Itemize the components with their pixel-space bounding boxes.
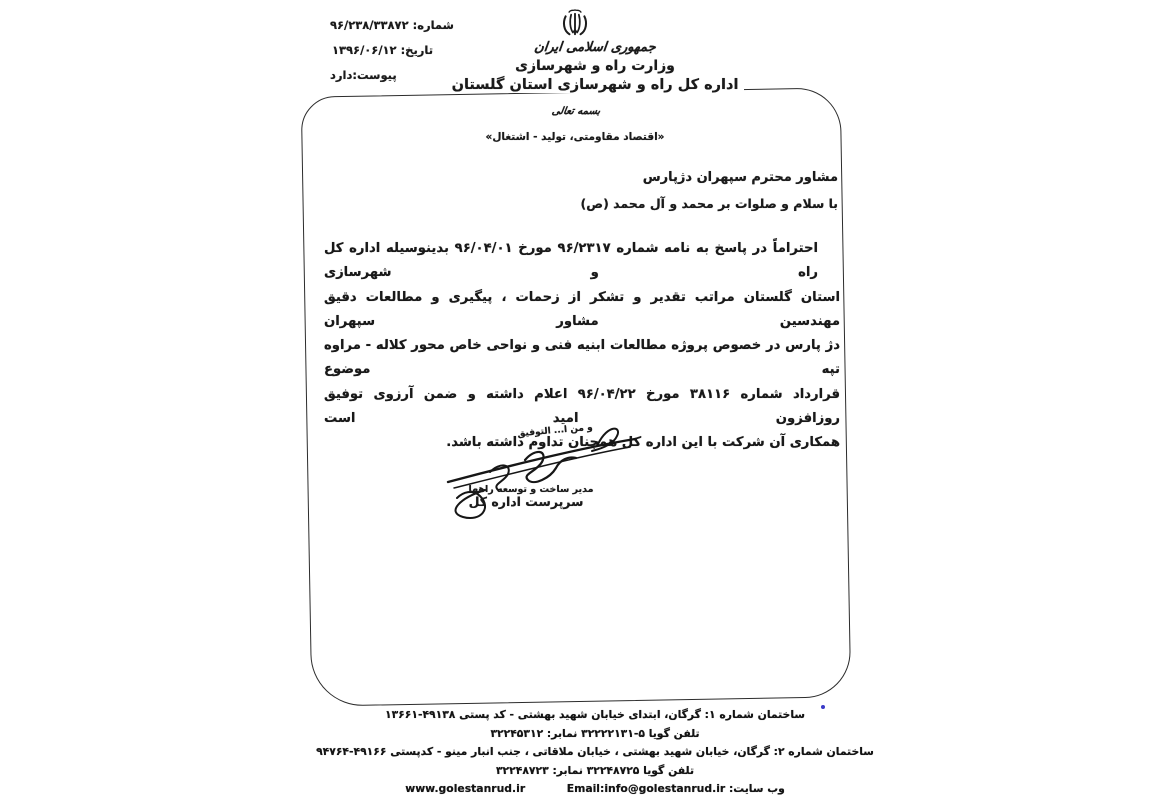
body-line: استان گلستان مراتب تقدیر و تشکر از زحمات ، پیگیری و مطالعات دقیق مهندسین مشاور سپهران xyxy=(324,289,840,329)
website-label: وب سایت: xyxy=(728,782,785,795)
website-url: www.golestanrud.ir xyxy=(405,782,526,795)
letter-attachment: پیوست:دارد xyxy=(330,68,397,82)
body-line: دژ پارس در خصوص پروژه مطالعات ابنیه فنی و نواحی خاص محور کلاله - مراوه تپه موضوع xyxy=(324,338,840,378)
letterhead xyxy=(420,40,770,93)
signer-title-line1: مدیر ساخت و توسعه راهها xyxy=(468,484,594,495)
besmele-text: بسمه تعالی xyxy=(551,106,601,117)
letterhead-country: جمهوری اسلامی ایران xyxy=(533,40,657,55)
footer-phone-2: تلفن گویا ۳۲۲۴۸۷۲۵ نمابر: ۳۲۲۴۸۷۲۳ xyxy=(495,763,695,777)
letter-date: تاریخ: ۱۳۹۶/۰۶/۱۲ xyxy=(332,43,434,57)
signature-invocation: و من ا... التوفیق xyxy=(516,422,594,440)
signer-title-line2: سرپرست اداره کل xyxy=(468,494,584,509)
body-line: قرارداد شماره ۳۸۱۱۶ مورخ ۹۶/۰۴/۲۲ اعلام داشته و ضمن آرزوی توفیق روزافزون امید است xyxy=(324,386,840,427)
footer-address-2: ساختمان شماره ۲: گرگان، خیابان شهید بهشتی ، خیابان ملاقاتی ، جنب انبار مینو - کدپستی ۴۹۱۶۶-۹۴۷۶۴ xyxy=(316,745,874,758)
letter-number: شماره: ۹۶/۲۳۸/۳۳۸۷۲ xyxy=(330,18,454,32)
recipient-block xyxy=(478,170,838,211)
signature-block xyxy=(428,418,658,523)
letterhead-department: اداره کل راه و شهرسازی استان گلستان xyxy=(446,77,745,93)
body-line: همکاری آن شرکت با این اداره کل همچنان تداوم داشته باشد. xyxy=(446,435,840,451)
footer-address-1: ساختمان شماره ۱: گرگان، ابتدای خیابان شهید بهشتی - کد پستی ۴۹۱۳۸-۱۳۶۶۱ xyxy=(385,708,805,721)
iran-emblem-icon xyxy=(558,6,592,42)
footer-contact-block xyxy=(310,706,880,799)
scan-artifact-dot xyxy=(821,705,825,709)
recipient-name: مشاور محترم سپهران دژپارس xyxy=(642,170,838,185)
email-address: Email:info@golestanrud.ir xyxy=(566,782,726,795)
year-slogan: «اقتصاد مقاومتی، تولید - اشتغال» xyxy=(485,131,665,143)
footer-phone-1: تلفن گویا ۵-۳۲۲۲۲۱۳۱ نمابر: ۳۲۲۴۵۳۱۲ xyxy=(490,726,700,740)
body-line: احتراماً در پاسخ به نامه شماره ۹۶/۲۳۱۷ مورخ ۹۶/۰۴/۰۱ بدینوسیله اداره کل راه و شهرسازی xyxy=(324,241,818,281)
salutation: با سلام و صلوات بر محمد و آل محمد (ص) xyxy=(580,196,838,211)
letterhead-ministry: وزارت راه و شهرسازی xyxy=(515,58,675,74)
footer-web-line xyxy=(310,780,880,799)
